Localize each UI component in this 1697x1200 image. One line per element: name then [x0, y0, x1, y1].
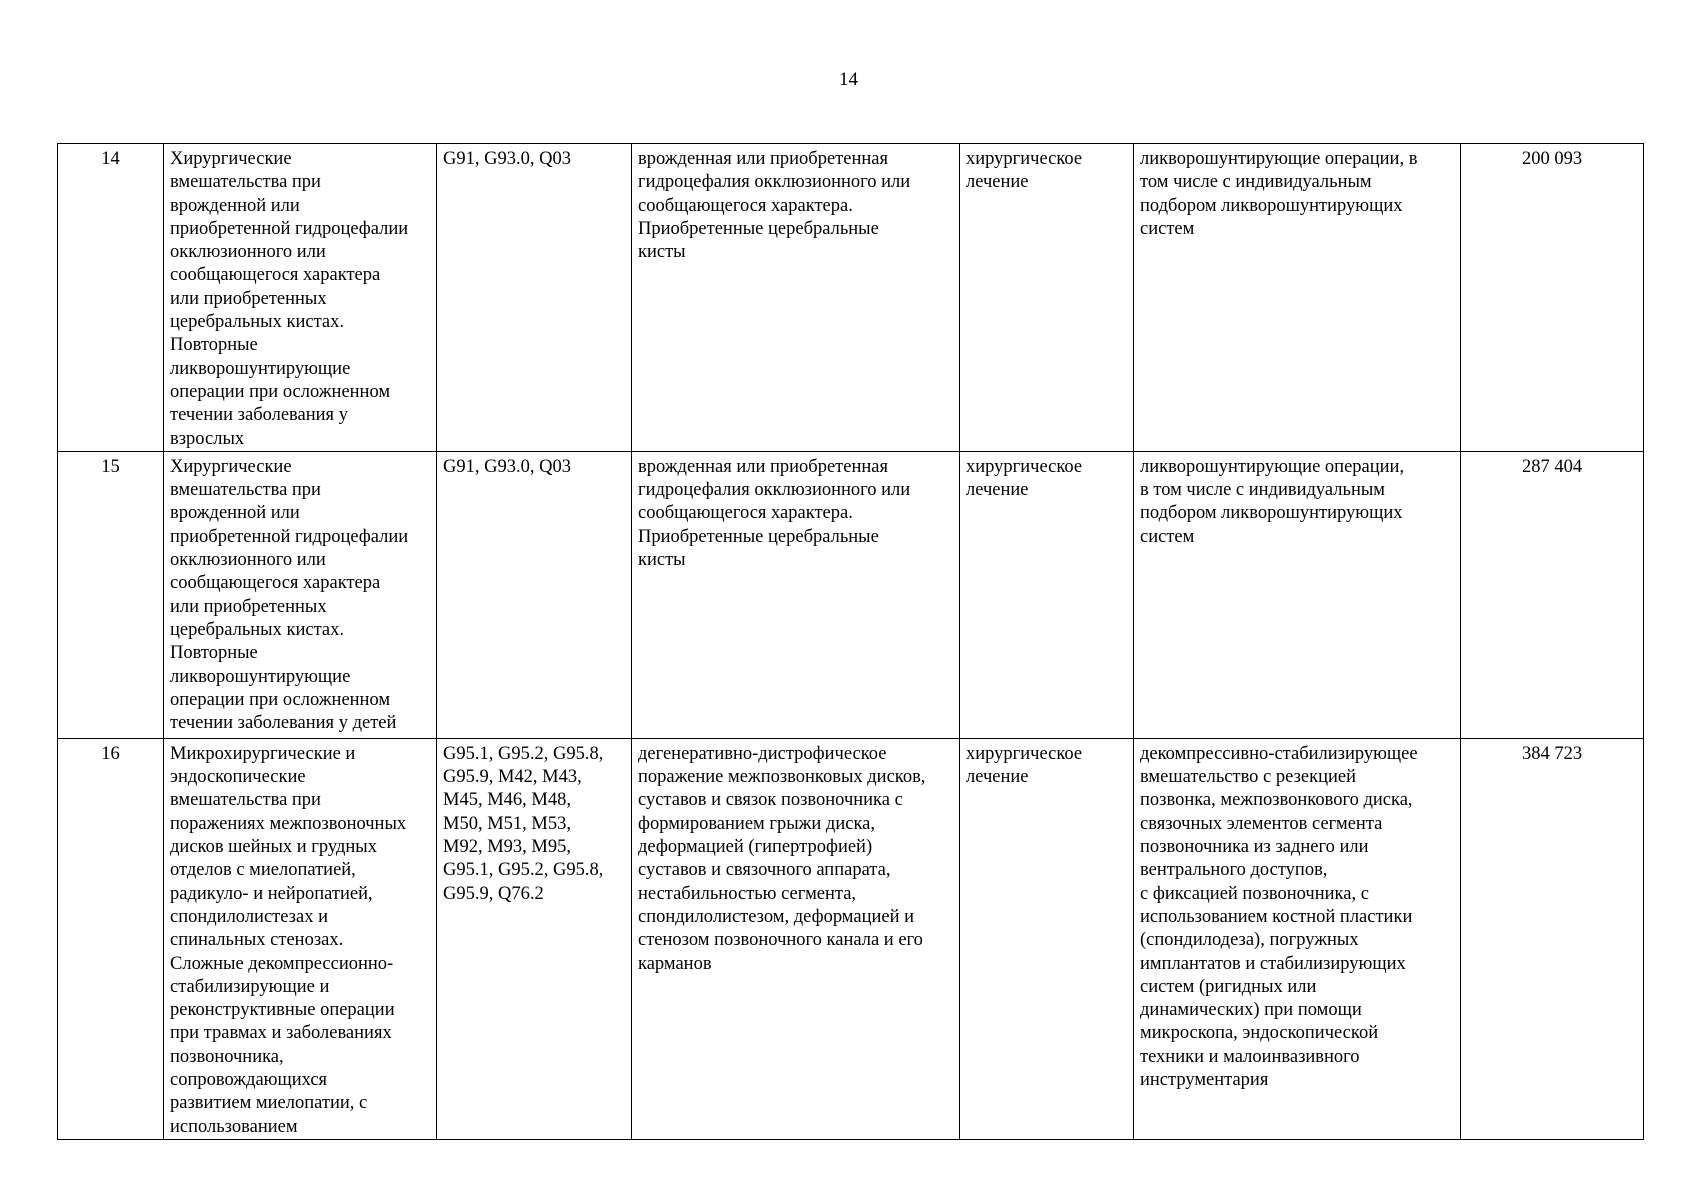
treatment-type-cell: хирургическое лечение [960, 451, 1134, 738]
icd-codes-cell: G91, G93.0, Q03 [437, 144, 632, 452]
treatment-method-cell: ликворошунтирующие операции, в том числе с индивидуальным подбором ликворошунтирующих систем [1134, 451, 1461, 738]
icd-codes-cell: G91, G93.0, Q03 [437, 451, 632, 738]
treatment-type-cell: хирургическое лечение [960, 738, 1134, 1139]
treatment-method-cell: ликворошунтирующие операции, в том числе с индивидуальным подбором ликворошунтирующих систем [1134, 144, 1461, 452]
procedure-name-cell: Микрохирургические и эндоскопические вмешательства при поражениях межпозвоночных дисков шейных и грудных отделов с миелопатией, радикуло- и нейропатией, спондилолистезах и спинальных стенозах. Сложные декомпрессионно- стабилизирующие и реконструктивные операции при травмах и заболеваниях позвоночника, сопровождающихся развитием миелопатии, с использованием [164, 738, 437, 1139]
patient-model-cell: врожденная или приобретенная гидроцефалия окклюзионного или сообщающегося характера. Приобретенные церебральные кисты [632, 144, 960, 452]
row-number-cell: 14 [58, 144, 164, 452]
procedures-table [57, 143, 1644, 1140]
procedure-name-cell: Хирургические вмешательства при врожденной или приобретенной гидроцефалии окклюзионного или сообщающегося характера или приобретенных церебральных кистах. Повторные ликворошунтирующие операции при осложненном течении заболевания у взрослых [164, 144, 437, 452]
procedure-name-cell: Хирургические вмешательства при врожденной или приобретенной гидроцефалии окклюзионного или сообщающегося характера или приобретенных церебральных кистах. Повторные ликворошунтирующие операции при осложненном течении заболевания у детей [164, 451, 437, 738]
cost-cell: 287 404 [1461, 451, 1644, 738]
cost-cell: 384 723 [1461, 738, 1644, 1139]
table-row [58, 738, 1644, 1139]
row-number-cell: 15 [58, 451, 164, 738]
cost-cell: 200 093 [1461, 144, 1644, 452]
table-row [58, 144, 1644, 452]
icd-codes-cell: G95.1, G95.2, G95.8, G95.9, M42, M43, M45, M46, M48, M50, M51, M53, M92, M93, M95, G95.1, G95.2, G95.8, G95.9, Q76.2 [437, 738, 632, 1139]
patient-model-cell: врожденная или приобретенная гидроцефалия окклюзионного или сообщающегося характера. Приобретенные церебральные кисты [632, 451, 960, 738]
page-number: 14 [839, 69, 858, 90]
patient-model-cell: дегенеративно-дистрофическое поражение межпозвонковых дисков, суставов и связок позвоночника с формированием грыжи диска, деформацией (гипертрофией) суставов и связочного аппарата, нестабильностью сегмента, спондилолистезом, деформацией и стенозом позвоночного канала и его карманов [632, 738, 960, 1139]
treatment-method-cell: декомпрессивно-стабилизирующее вмешательство с резекцией позвонка, межпозвонкового диска, связочных элементов сегмента позвоночника из заднего или вентрального доступов, с фиксацией позвоночника, с использованием костной пластики (спондилодеза), погружных имплантатов и стабилизирующих систем (ригидных или динамических) при помощи микроскопа, эндоскопической техники и малоинвазивного инструментария [1134, 738, 1461, 1139]
row-number-cell: 16 [58, 738, 164, 1139]
table-row [58, 451, 1644, 738]
treatment-type-cell: хирургическое лечение [960, 144, 1134, 452]
